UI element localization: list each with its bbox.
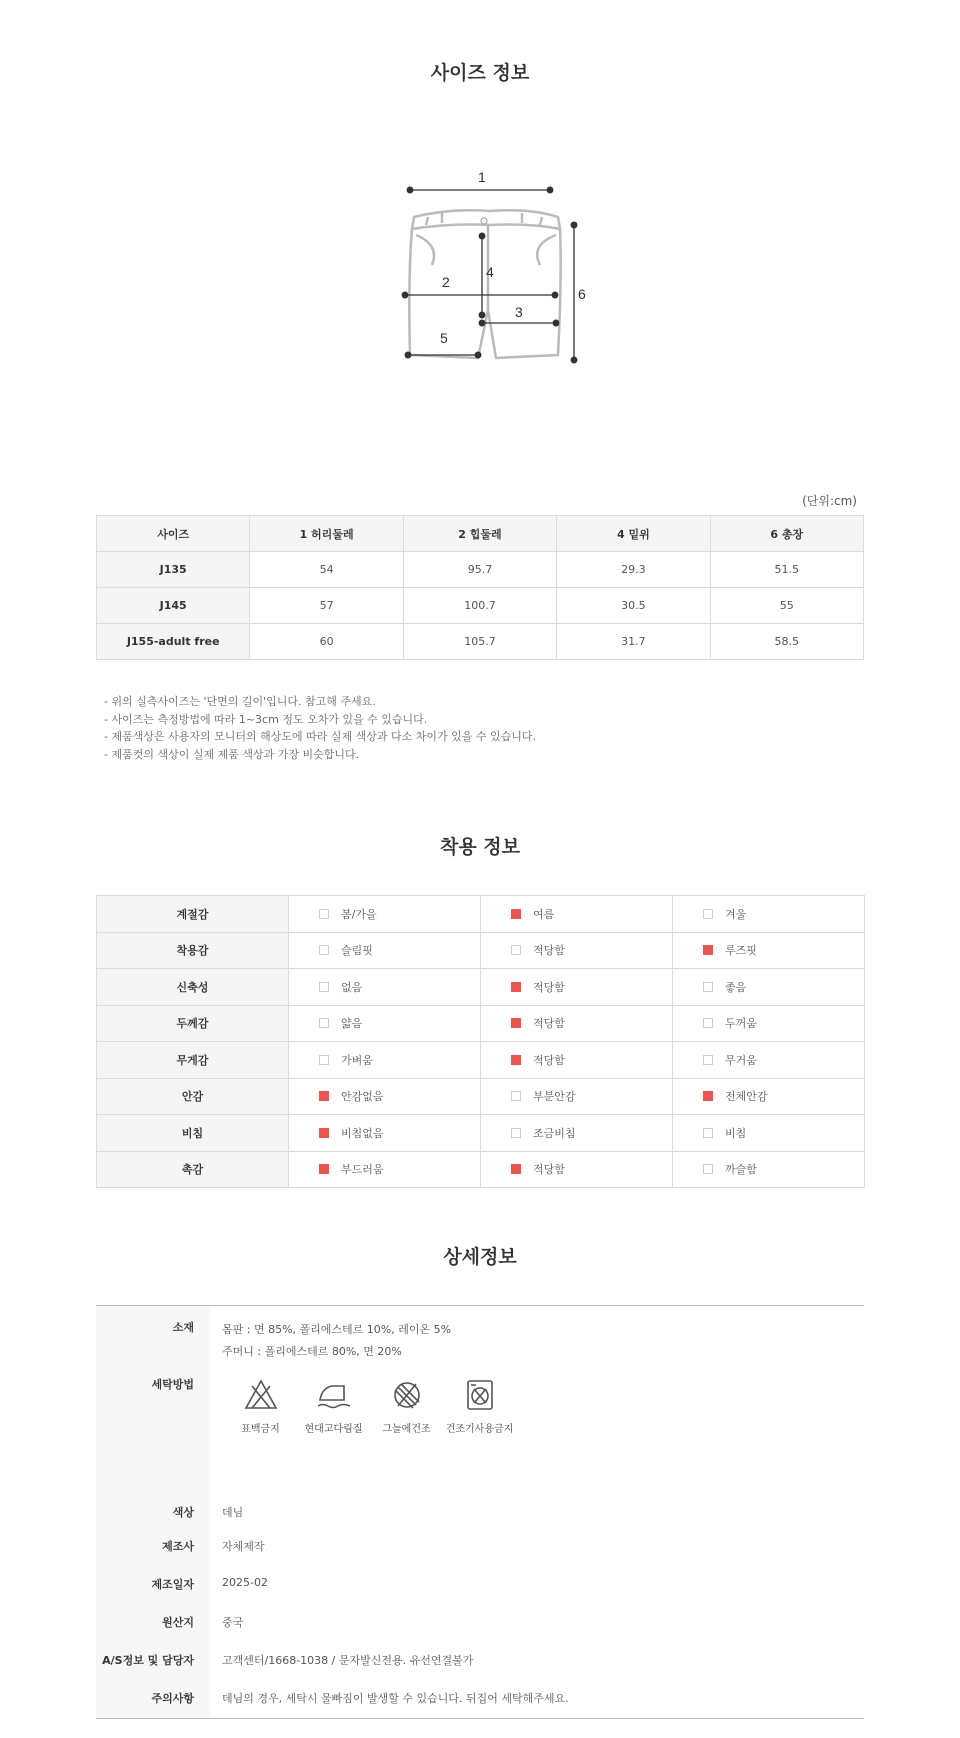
fit-option-label: 비침	[725, 1126, 747, 1140]
date-row	[96, 1564, 864, 1602]
fit-row-label: 두께감	[97, 1005, 289, 1042]
note-line: - 사이즈는 측정방법에 따라 1~3cm 정도 오차가 있을 수 있습니다.	[104, 712, 428, 726]
fit-option	[673, 1151, 865, 1188]
washing-label: 세탁방법	[96, 1366, 210, 1484]
size-notes	[104, 693, 536, 763]
fit-option	[673, 1042, 865, 1079]
shade-dry-icon: 그늘에건조	[370, 1378, 443, 1435]
unchecked-box-icon	[703, 982, 713, 992]
fit-option	[289, 896, 481, 933]
size-name: J135	[97, 552, 250, 588]
fit-row	[97, 1005, 865, 1042]
fit-option	[289, 1042, 481, 1079]
diagram-label-4: 4	[486, 264, 494, 280]
fit-option-label: 까슬함	[725, 1163, 757, 1177]
header-cell: 사이즈	[97, 516, 250, 552]
maker-label: 제조사	[96, 1526, 210, 1564]
header-cell: 1 허리둘레	[250, 516, 403, 552]
fit-row-label: 비침	[97, 1115, 289, 1152]
checked-box-icon	[319, 1164, 329, 1174]
unchecked-box-icon	[319, 1018, 329, 1028]
table-cell: 30.5	[557, 588, 710, 624]
date-value: 2025-02	[222, 1576, 268, 1589]
fit-option-label: 안감없음	[341, 1090, 384, 1104]
fit-option	[673, 932, 865, 969]
fit-row	[97, 1115, 865, 1152]
table-cell: 105.7	[403, 624, 556, 660]
fit-option-label: 적당함	[533, 980, 565, 994]
table-cell: 60	[250, 624, 403, 660]
fit-table	[96, 895, 865, 1188]
washing-row	[96, 1366, 864, 1484]
fit-option-label: 두꺼움	[725, 1017, 757, 1031]
table-row	[97, 588, 864, 624]
diagram-label-6: 6	[578, 286, 586, 302]
fit-option-label: 적당함	[533, 1163, 565, 1177]
fit-option-label: 부분안감	[533, 1090, 576, 1104]
fit-option-label: 겨울	[725, 907, 747, 921]
fit-row	[97, 1042, 865, 1079]
diagram-label-5: 5	[440, 330, 448, 346]
fit-row-label: 계절감	[97, 896, 289, 933]
unchecked-box-icon	[703, 909, 713, 919]
size-info-title: 사이즈 정보	[430, 62, 530, 84]
table-row	[97, 624, 864, 660]
fit-row	[97, 896, 865, 933]
fit-option-label: 적당함	[533, 1053, 565, 1067]
fit-option-label: 부드러움	[341, 1163, 384, 1177]
fit-row	[97, 932, 865, 969]
as-value: 고객센터/1668-1038 / 문자발신전용. 유선연결불가	[222, 1654, 474, 1667]
material-label: 소재	[96, 1306, 210, 1366]
table-row	[97, 552, 864, 588]
header-cell: 6 총장	[710, 516, 863, 552]
fit-option-label: 무거움	[725, 1053, 757, 1067]
diagram-label-2: 2	[442, 274, 450, 290]
checked-box-icon	[703, 945, 713, 955]
fit-option-label: 비침없음	[341, 1126, 384, 1140]
fit-option	[289, 1078, 481, 1115]
checked-box-icon	[511, 909, 521, 919]
unchecked-box-icon	[703, 1128, 713, 1138]
fit-row	[97, 1078, 865, 1115]
size-name: J145	[97, 588, 250, 624]
fit-option	[673, 896, 865, 933]
fit-option	[481, 1078, 673, 1115]
checked-box-icon	[703, 1091, 713, 1101]
origin-value: 중국	[222, 1616, 244, 1629]
unchecked-box-icon	[511, 1091, 521, 1101]
caution-label: 주의사항	[96, 1678, 210, 1718]
as-label: A/S정보 및 담당자	[96, 1640, 210, 1678]
unchecked-box-icon	[319, 945, 329, 955]
checked-box-icon	[319, 1128, 329, 1138]
diagram-label-1: 1	[478, 169, 486, 185]
size-name: J155-adult free	[97, 624, 250, 660]
maker-value: 자체제작	[222, 1540, 265, 1553]
unchecked-box-icon	[703, 1055, 713, 1065]
fit-option	[673, 969, 865, 1006]
fit-row-label: 신축성	[97, 969, 289, 1006]
unchecked-box-icon	[319, 1055, 329, 1065]
fit-option	[289, 969, 481, 1006]
fit-row-label: 착용감	[97, 932, 289, 969]
table-cell: 31.7	[557, 624, 710, 660]
fit-option	[481, 1115, 673, 1152]
unchecked-box-icon	[511, 1128, 521, 1138]
fit-option	[481, 932, 673, 969]
material-line: 주머니 : 폴리에스테르 80%, 면 20%	[222, 1345, 402, 1358]
fit-option	[289, 1005, 481, 1042]
fit-option-label: 슬림핏	[341, 944, 373, 958]
fit-option	[289, 932, 481, 969]
checked-box-icon	[511, 1164, 521, 1174]
date-label: 제조일자	[96, 1564, 210, 1602]
fit-option	[481, 1005, 673, 1042]
table-cell: 54	[250, 552, 403, 588]
fit-option-label: 좋음	[725, 980, 747, 994]
origin-row	[96, 1602, 864, 1640]
fit-option-label: 적당함	[533, 944, 565, 958]
checked-box-icon	[511, 1055, 521, 1065]
size-table-header	[97, 516, 864, 552]
fit-option-label: 조금비침	[533, 1126, 576, 1140]
no-tumble-dry-icon: 건조기사용금지	[443, 1378, 516, 1435]
table-cell: 29.3	[557, 552, 710, 588]
color-label: 색상	[96, 1484, 210, 1526]
header-cell: 2 힙둘레	[403, 516, 556, 552]
origin-label: 원산지	[96, 1602, 210, 1640]
table-cell: 51.5	[710, 552, 863, 588]
fit-option	[481, 1042, 673, 1079]
table-cell: 57	[250, 588, 403, 624]
maker-row	[96, 1526, 864, 1564]
fit-option	[289, 1115, 481, 1152]
fit-option	[481, 969, 673, 1006]
fit-option-label: 전체안감	[725, 1090, 768, 1104]
detail-table	[96, 1305, 864, 1719]
table-cell: 95.7	[403, 552, 556, 588]
color-row	[96, 1484, 864, 1526]
size-table	[96, 515, 864, 660]
fit-info-title: 착용 정보	[439, 836, 521, 858]
fit-option-label: 가벼움	[341, 1053, 373, 1067]
unchecked-box-icon	[511, 945, 521, 955]
fit-option	[673, 1115, 865, 1152]
color-value: 데님	[222, 1506, 244, 1519]
unchecked-box-icon	[319, 909, 329, 919]
table-cell: 100.7	[403, 588, 556, 624]
unchecked-box-icon	[319, 982, 329, 992]
fit-option-label: 여름	[533, 907, 555, 921]
table-cell: 58.5	[710, 624, 863, 660]
detail-info-title: 상세정보	[443, 1246, 517, 1268]
fit-option-label: 적당함	[533, 1017, 565, 1031]
fit-option-label: 루즈핏	[725, 944, 757, 958]
material-line: 몸판 : 면 85%, 폴리에스테르 10%, 레이온 5%	[222, 1323, 452, 1336]
fit-row-label: 촉감	[97, 1151, 289, 1188]
checked-box-icon	[511, 982, 521, 992]
fit-row	[97, 969, 865, 1006]
fit-option-label: 얇음	[341, 1017, 363, 1031]
fit-option-label: 없음	[341, 980, 363, 994]
fit-row-label: 무게감	[97, 1042, 289, 1079]
fit-option	[289, 1151, 481, 1188]
fit-row-label: 안감	[97, 1078, 289, 1115]
material-row	[96, 1306, 864, 1366]
note-line: - 위의 실측사이즈는 '단면의 길이'입니다. 참고해 주세요.	[104, 695, 376, 708]
unit-label: (단위:cm)	[802, 494, 857, 508]
iron-icon: 현대고다림질	[297, 1378, 370, 1435]
no-bleach-icon: 표백금지	[224, 1378, 297, 1435]
as-row	[96, 1640, 864, 1678]
checked-box-icon	[319, 1091, 329, 1101]
fit-row	[97, 1151, 865, 1188]
fit-option	[481, 896, 673, 933]
table-cell: 55	[710, 588, 863, 624]
header-cell: 4 밑위	[557, 516, 710, 552]
caution-value: 데님의 경우, 세탁시 물빠짐이 발생할 수 있습니다. 뒤집어 세탁해주세요.	[222, 1692, 569, 1705]
note-line: - 제품컷의 색상이 실제 제품 색상과 가장 비슷합니다.	[104, 747, 360, 761]
unchecked-box-icon	[703, 1164, 713, 1174]
diagram-label-3: 3	[515, 304, 523, 320]
unchecked-box-icon	[703, 1018, 713, 1028]
shorts-size-diagram	[390, 165, 590, 375]
checked-box-icon	[511, 1018, 521, 1028]
fit-option	[673, 1005, 865, 1042]
caution-row	[96, 1678, 864, 1718]
note-line: - 제품색상은 사용자의 모니터의 해상도에 따라 실제 색상과 다소 차이가 있을 수 있습니다.	[104, 730, 536, 743]
fit-option	[481, 1151, 673, 1188]
fit-option-label: 봄/가을	[341, 907, 377, 921]
fit-option	[673, 1078, 865, 1115]
